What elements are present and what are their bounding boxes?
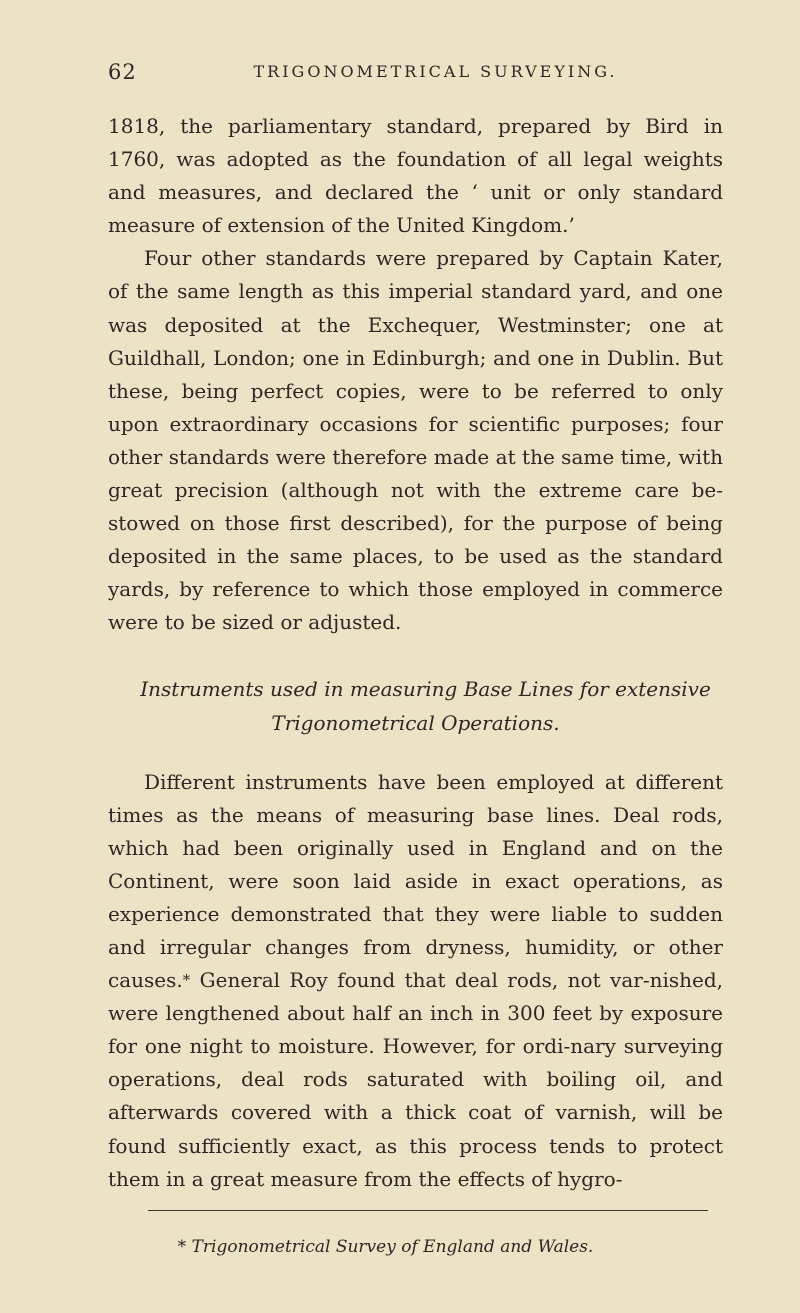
section-heading [108, 672, 723, 740]
paragraph-3-before-note: Different instruments have been employed at different times as the means of measuring base lines. Deal rods, which had been originally used in England and on the Continent, were soon laid aside in exact operations, as experience demonstrated that they were liable to sudden and irregular changes from dryness, humidity, or other causes. [108, 769, 723, 993]
section-heading-line-2: Trigonometrical Operations. [271, 710, 560, 735]
page-number: 62 [108, 60, 137, 84]
footnote-marker: * [182, 971, 191, 990]
paragraph-2: Four other standards were prepared by Captain Kater, of the same length as this imperial standard yard, and one was deposited at the Exchequer, Westminster; one at Guildhall, London; one in Edinburgh; and one in Dublin. But these, being perfect copies, were to be referred to only upon extraordinary occasions for scientific purposes; four other standards were therefore made at the same time, with great precision (although not with the extreme care be-stowed on those first described), for the purpose of being deposited in the same places, to be used as the standard yards, by reference to which those employed in commerce were to be sized or adjusted. [108, 246, 723, 635]
body-text [108, 110, 723, 1196]
section-heading-line-1: Instruments used in measuring Base Lines for extensive [140, 676, 711, 701]
paragraph-1: 1818, the parliamentary standard, prepared by Bird in 1760, was adopted as the foundation of all legal weights and measures, and declared the ‘ unit or only standard measure of extension of the United Kingdom.’ [108, 114, 723, 238]
running-head: TRIGONOMETRICAL SURVEYING. [253, 62, 618, 81]
paragraph-3 [108, 766, 723, 1196]
footnote-divider [148, 1210, 708, 1211]
page-header [108, 0, 723, 110]
footnote: * Trigonometrical Survey of England and Wales. [177, 1236, 594, 1257]
paragraph-3-after-note: General Roy found that deal rods, not var-nished, were lengthened about half an inch in 300 feet by exposure for one night to moisture. However, for ordi-nary surveying operations, deal rods saturated with boiling oil, and afterwards covered with a thick coat of varnish, will be found sufficiently exact, as this process tends to protect them in a great measure from the effects of hygro- [108, 968, 723, 1191]
